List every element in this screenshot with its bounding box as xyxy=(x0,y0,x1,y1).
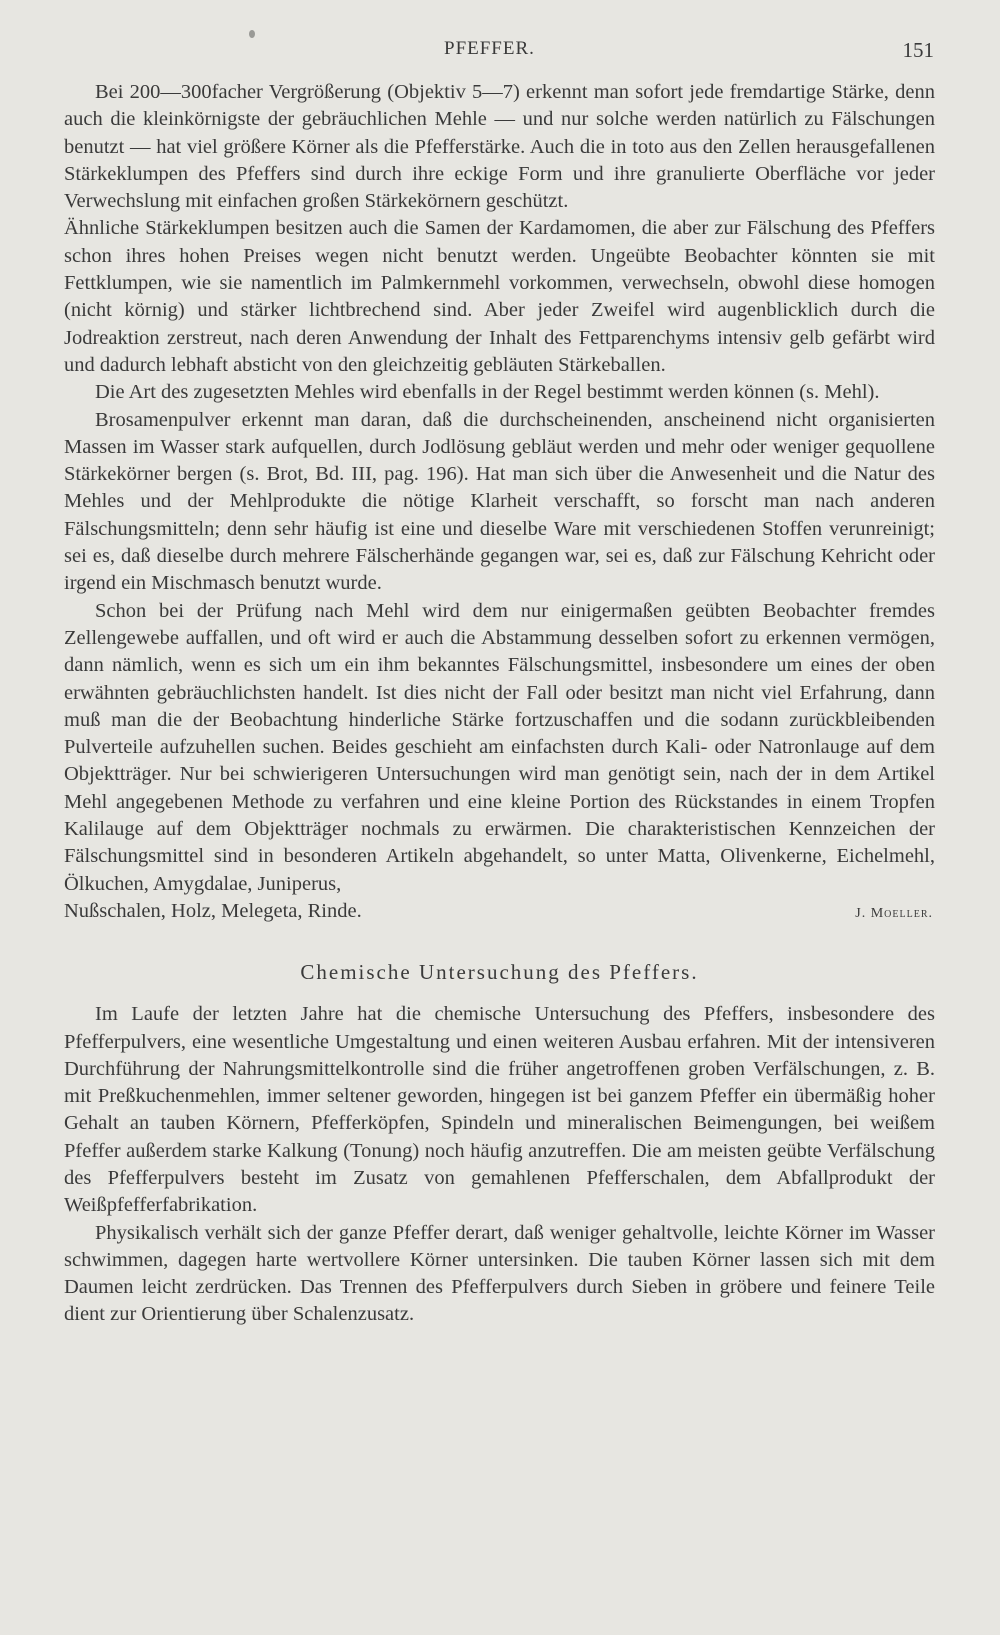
running-head: PFEFFER. xyxy=(444,38,535,59)
page-header xyxy=(60,38,934,68)
paragraph: Die Art des zugesetzten Mehles wird ebenfalls in der Regel bestimmt werden können (s. Mehl). xyxy=(95,381,880,404)
paragraph: Schon bei der Prüfung nach Mehl wird dem nur einigermaßen geübten Beobachter fremdes Zellengewebe auffallen, und oft wird er auch die Abstammung desselben sofort zu erkennen vermögen, dann nämlich, wenn es sich um ein ihm bekanntes Fälschungsmittel, insbesondere um eines der oben erwähnten gebräuchlichsten handelt. Ist dies nicht der Fall oder besitzt man nicht viel Erfahrung, dann muß man die der Beobachtung hinderliche Stärke fortzuschaffen und die sodann zurückbleibenden Pulverteile aufzuhellen suchen. Beides geschieht am einfachsten durch Kali- oder Natronlauge auf dem Objektträger. Nur bei schwierigeren Untersuchungen wird man genötigt sein, nach der in dem Artikel Mehl angegebenen Methode zu verfahren und eine kleine Portion des Rückstandes in einem Tropfen Kalilauge auf dem Objektträger nochmals zu erwärmen. Die charakteristischen Kennzeichen der Fälschungsmittel sind in besonderen Artikeln abgehandelt, so unter Matta, Olivenkerne, Eichelmehl, Ölkuchen, Amygdalae, Juniperus, xyxy=(64,599,935,895)
closing-line-text: Nußschalen, Holz, Melegeta, Rinde. xyxy=(64,899,362,922)
paragraph: Ähnliche Stärkeklumpen besitzen auch die Samen der Kardamomen, die aber zur Fälschung des Pfeffers schon ihres hohen Preises wegen nicht benutzt werden. Ungeübte Beobachter könnten sie mit Fettklumpen, wie sie namentlich im Palmkernmehl vorkommen, verwechseln, obwohl diese homogen (nicht körnig) und stärker lichtbrechend sind. Aber jeder Zweifel wird augenblicklich durch die Jodreaktion zerstreut, nach deren Anwendung der Inhalt des Fettparenchyms intensiv gelb gefärbt wird und dadurch lebhaft absticht von den gleichzeitig gebläuten Stärkeballen. xyxy=(64,217,935,376)
paragraph: Physikalisch verhält sich der ganze Pfeffer derart, daß weniger gehaltvolle, leichte Körner im Wasser schwimmen, dagegen harte wertvollere Körner untersinken. Die tauben Körner lassen sich mit dem Daumen leicht zerdrücken. Das Trennen des Pfefferpulvers durch Sieben in gröbere und feinere Teile dient zur Orientierung über Schalenzusatz. xyxy=(64,1221,935,1326)
paragraph-closing-line xyxy=(64,898,935,927)
paragraph: Bei 200—300facher Vergrößerung (Objektiv 5—7) erkennt man sofort jede fremdartige Stärke, denn auch die kleinkörnigste der gebräuchlichen Mehle — und nur solche werden natürlich zu Fälschungen benutzt — hat viel größere Körner als die Pfefferstärke. Auch die in toto aus den Zellen herausgefallenen Stärkeklumpen des Pfeffers sind durch ihre eckige Form und ihre granulierte Oberfläche vor jeder Verwechslung mit einfachen großen Stärkekörnern geschützt. xyxy=(64,81,935,213)
paper-speck xyxy=(249,30,255,38)
section-heading: Chemische Untersuchung des Pfeffers. xyxy=(300,960,699,985)
page-number: 151 xyxy=(902,38,934,62)
author-signature: J. Moeller. xyxy=(855,905,933,921)
page-body xyxy=(64,79,935,1329)
paragraph: Brosamenpulver erkennt man daran, daß die durchscheinenden, anscheinend nicht organisierten Massen im Wasser stark aufquellen, durch Jodlösung gebläut werden und mehr oder weniger gequollene Stärkekörner bergen (s. Brot, Bd. III, pag. 196). Hat man sich über die Anwesenheit und die Natur des Mehles und der Mehlprodukte die nötige Klarheit verschafft, so forscht man nach anderen Fälschungsmitteln; denn sehr häufig ist eine und dieselbe Ware mit verschiedenen Stoffen verunreinigt; sei es, daß dieselbe durch mehrere Fälscherhände gegangen war, sei es, daß zur Fälschung Kehricht oder irgend ein Mischmasch benutzt wurde. xyxy=(64,408,935,595)
paragraph: Im Laufe der letzten Jahre hat die chemische Untersuchung des Pfeffers, insbesondere des Pfefferpulvers, eine wesentliche Umgestaltung und einen weiteren Ausbau erfahren. Mit der intensiveren Durchführung der Nahrungsmittelkontrolle sind die früher angetroffenen groben Verfälschungen, z. B. mit Preßkuchenmehlen, immer seltener geworden, hingegen ist bei ganzem Pfeffer ein übermäßig hoher Gehalt an tauben Körnern, Pfefferköpfen, Spindeln und mineralischen Beimengungen, bei weißem Pfeffer außerdem starke Kalkung (Tonung) noch häufig anzutreffen. Die am meisten geübte Verfälschung des Pfefferpulvers besteht im Zusatz von gemahlenen Pfefferschalen, dem Abfallprodukt der Weißpfefferfabrikation. xyxy=(64,1003,935,1217)
